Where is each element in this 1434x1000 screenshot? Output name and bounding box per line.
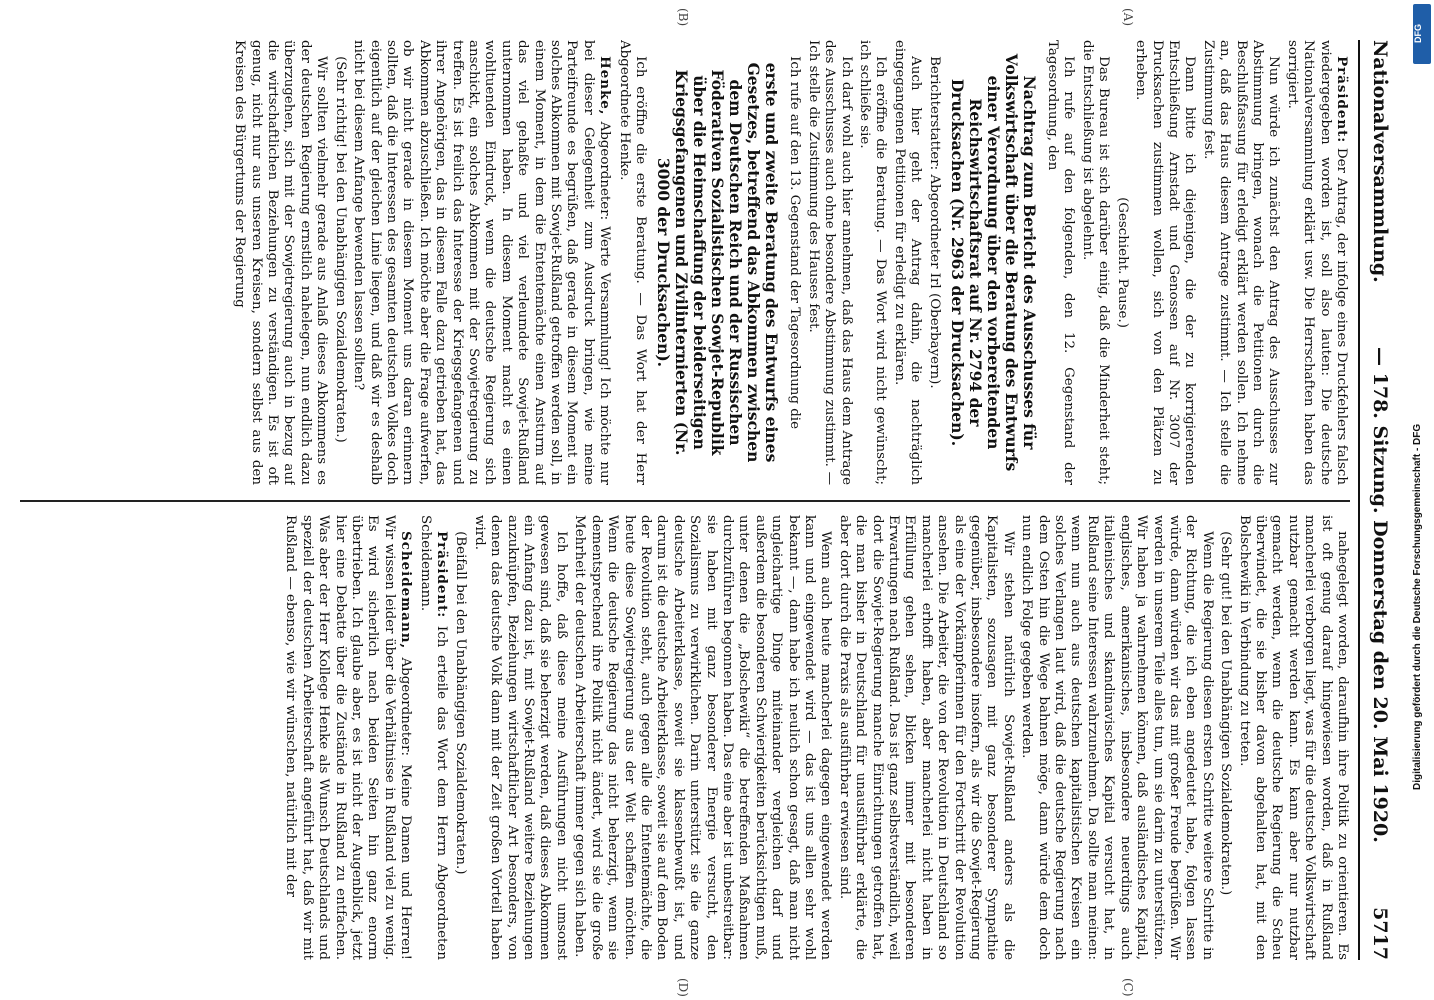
paragraph: [1217, 515, 1233, 960]
page-number: 5717: [1369, 907, 1391, 960]
paragraph-text: (Geschieht. Pause.): [1114, 197, 1130, 328]
paragraph-text: Berichterstatter: Abgeordneter Irl (Oberbayern).: [926, 56, 942, 389]
paragraph: [350, 40, 614, 485]
paragraph-text: Abgeordneter: Werte Versammlung! Ich möchte nur bei dieser Gelegenheit zum Ausdruck bringen, wie meine Parteifreunde es begrüßen, daß gerade in diesem Moment ein solches Abkommen mit Sowjet-Rußland getroffen werden soll, in einem Moment, in dem die Ententemächte einen Ansturm auf das viel gehaßte und viel verleumdete Sowjet-Rußland unternommen haben. In diesem Moment macht es einen wohltuenden Eindruck, wenn die deutsche Regierung sich anschickt, ein solches Abkommen mit der Sowjetregierung zu treffen. Es ist freilich das Interesse der Kriegsgefangenen und ihrer Angehörigen, das in diesem Falle dazu getrieben hat, das Abkommen abzuschließen. Ich möchte aber die Frage aufwerfen, ob wir nicht gerade in diesem Moment uns daran erinnern sollten, daß die Interessen des gesamten deutschen Volkes doch eigentlich auf der gleichen Linie liegen, und daß wir es deshalb nicht bei diesem Anfange bewenden lassen sollten?: [351, 40, 613, 485]
paragraph: [571, 515, 834, 960]
paragraph: [331, 40, 347, 485]
speaker-name: Präsident:: [434, 531, 451, 619]
margin-mark-a: (A): [1121, 8, 1135, 27]
paragraph: [615, 40, 648, 485]
paragraph: [1283, 40, 1350, 485]
agenda-heading: Nachtrag zum Bericht des Ausschusses für Volkswirtschaft über die Beratung des Entwurfs einer Verordnung über den vorbereitenden Reichswirtschaftsrat auf Nr. 2794 der Drucksachen (Nr. 2963 der Drucksachen).: [947, 53, 1039, 472]
paragraph: [856, 40, 889, 485]
dfg-banner: [1410, 0, 1434, 1000]
dfg-banner-text: Digitalisierung gefördert durch die Deutsche Forschungsgemeinschaft - DFG: [1412, 423, 1423, 790]
speaker-name: Scheidemann,: [398, 531, 415, 650]
paragraph-text: Ich rufe auf den folgenden, den 12. Gegenstand der Tagesordnung, den: [1045, 40, 1077, 485]
paragraph: [1044, 40, 1077, 485]
paragraph-text: (Sehr richtig! bei den Unabhängigen Sozialdemokraten.): [332, 56, 348, 443]
paragraph-text: Wir stehen natürlich Sowjet-Rußland anders als die Kapitalisten, sozusagen mit ganz besonderer Sympathie gegenüber, insbesondere insofern, als wir die Sowjet-Regierung als eine der Vorkämpferinnen für den Fortschritt der Revolution ansehen. Die Arbeiter, die von der Revolution in Deutschland so mancherlei erhofft haben, aber mancherlei nicht haben in Erfüllung gehen sehen, blicken immer mit besonderen Erwartungen nach Rußland. Das ist ganz selbstverständlich, weil dort die Sowjet-Regierung manche Einrichtungen getroffen hat, die man bisher in Deutschland für unausführbar erklärte, die aber dort durch die Praxis als ausführbar erwiesen sind.: [836, 515, 1016, 960]
margin-mark-b: (B): [676, 8, 690, 27]
paragraph: [1199, 40, 1281, 485]
paragraph: [925, 40, 941, 485]
paragraph: [890, 40, 923, 485]
speaker-name: Henke,: [597, 56, 614, 116]
paragraph: [470, 515, 568, 960]
paragraph-text: Dann bitte ich diejenigen, die der zu korrigierenden Entschließung Arnstadt und Genossen auf Nr. 3007 der Drucksachen zustimmen wollen, sich von den Plätzen zu erheben.: [1133, 40, 1198, 485]
paragraph-text: (Beifall bei den Unabhängigen Sozialdemokraten.): [453, 531, 469, 875]
paragraph-text: Wenn auch heute mancherlei dagegen eingewendet werden kann und eingewendet wird — das ist uns allen sehr wohl bekannt —, dann habe ich neulich schon gesagt, daß man nicht ungleichartige Dinge miteinander vergleichen darf und außerdem die besonderen Schwierigkeiten berücksichtigen muß, unter denen die „Bolschewiki“ die betreffenden Maßnahmen durchzuführen begonnen haben. Das eine aber ist unbestreitbar: sie haben mit ganz besonderer Energie versucht, den Sozialismus zu verwirklichen. Darin unterstützt sie die ganze deutsche Arbeiterklasse, soweit sie klassenbewußt ist, und darum ist die deutsche Arbeiterklasse, soweit sie auf dem Boden der Revolution steht, auch gegen alle die Ententemächte, die heute diese Sowjetregierung aus der Welt schaffen möchten. Wenn die deutsche Regierung das nicht beherzigt, wenn sie dementsprechend ihre Politik nicht ändert, wird sie die große Mehrheit der deutschen Arbeiterschaft immer gegen sich haben.: [572, 515, 834, 960]
paragraph: [416, 515, 450, 960]
column-divider: [20, 500, 1350, 502]
paragraph: [1235, 515, 1350, 960]
margin-mark-d: (D): [676, 978, 690, 997]
paragraph: [1018, 515, 1215, 960]
paragraph: [835, 515, 1015, 960]
header-center: — 178. Sitzung. Donnerstag den 20. Mai 1920.: [1369, 347, 1391, 843]
paragraph-text: Ich rufe auf den 13. Gegenstand der Tagesordnung die: [787, 56, 803, 430]
paragraph: [786, 40, 802, 485]
paragraph: [804, 40, 853, 485]
dfg-logo: DFG: [1413, 4, 1431, 64]
paragraph-text: Ich eröffne die Beratung. — Das Wort wird nicht gewünscht; ich schließe sie.: [857, 40, 889, 485]
paragraph-text: Abgeordneter: Meine Damen und Herren! Wir wissen leider über die Verhältnisse in Rußland viel zu wenig. Es wird sicherlich nach beiden Seiten hin ganz enorm übertrieben. Ich glaube aber, es ist nicht der Augenblick, jetzt hier eine Debatte über die Zustände in Rußland zu entfachen. Was aber der Herr Kollege Henke als Wunsch Deutschlands und speziell der deutschen Arbeiterschaft angeführt hat, daß wir mit Rußland — ebenso, wie wir wünschen, natürlich mit der: [283, 515, 414, 960]
speaker-name: Präsident:: [1334, 56, 1350, 144]
paragraph-text: Der Antrag, der infolge eines Druckfehlers falsch wiedergegeben worden ist, soll also lauten: Die deutsche Nationalversammlung erklärt usw. Die Herrschaften haben das sorrigiert.: [1284, 40, 1349, 485]
paragraph-text: Ich eröffne die erste Beratung. — Das Wort hat der Herr Abgeordnete Henke.: [616, 40, 649, 485]
paragraph: [1113, 40, 1129, 485]
paragraph: [1132, 40, 1198, 485]
page-header: [1358, 40, 1400, 960]
paragraph-text: Ich hoffe, daß diese meine Ausführungen nicht umsonst gewesen sind, daß sie beherzigt werden, daß dieses Abkommen ein Anfang dazu ist, mit Sowjet-Rußland weitere Beziehungen anzuknüpfen, Beziehungen wirtschaftlicher Art besonders, von denen das deutsche Volk dann mit der Zeit großen Vorteil haben wird.: [471, 515, 569, 960]
paragraph-text: Nun würde ich zunächst den Antrag des Ausschusses zur Abstimmung bringen, wonach die Petitionen durch die Beschlußfassung für erledigt erklärt werden sollen. Ich nehme an, daß das Haus diesem Antrage zustimmt. — Ich stelle die Zustimmung fest.: [1200, 40, 1282, 485]
margin-mark-c: (C): [1121, 978, 1135, 997]
paragraph-text: Das Bureau ist sich darüber einig, daß die Minderheit steht; die Entschließung ist abgelehnt.: [1079, 40, 1112, 485]
agenda-heading: erste und zweite Beratung des Entwurfs eines Gesetzes, betreffend das Abkommen zwischen dem Deutschen Reich und der Russischen Föderativen Sozialistischen Sowjet-Republik über die Heimschaffung der beiderseitigen Kriegsgefangenen und Zivilinternierten (Nr. 3000 der Drucksachen).: [654, 62, 782, 463]
paragraph: [1079, 40, 1112, 485]
paragraph: [282, 515, 414, 960]
left-text-column: [20, 40, 1350, 485]
paragraph: [231, 40, 329, 485]
paragraph-text: Ich darf wohl auch hier annehmen, daß das Haus dem Antrage des Ausschusses auch ohne besondere Abstimmung zustimmt. — Ich stelle die Zustimmung des Hauses fest.: [805, 40, 854, 485]
paragraph-text: Auch hier geht der Antrag dahin, die nachträglich eingegangenen Petitionen für erledigt zu erklären.: [891, 40, 924, 485]
right-text-column: [20, 515, 1350, 960]
paragraph: [452, 515, 468, 960]
paragraph-text: Wir sollten vielmehr gerade aus Anlaß dieses Abkommens es der deutschen Regierung ernstlich nahelegen, nun endlich dazu überzugehen, sich mit der Sowjetregierung auch in bezug auf die wirtschaftlichen Beziehungen zu verständigen. Es ist oft genug, nicht nur aus unseren Kreisen, sondern selbst aus den Kreisen des Bürgertums der Regierung: [232, 40, 330, 485]
paragraph-text: Wenn die Regierung diesen ersten Schritte weitere Schritte in der Richtung, die ich eben angedeutet habe, folgen lassen würde, dann würden wir das mit großer Freude begrüßen. Wir werden in unserem Teile alles tun, um sie darin zu unterstützen. Wir haben ja wahrnehmen können, daß ausländisches Kapital, englisches, amerikanisches, insbesondere neuerdings auch italienisches und skandinavisches Kapital versucht hat, in Rußland seine Interessen wahrzunehmen. Da sollte man meinen: wenn nun auch aus deutschen kapitalistischen Kreisen ein solches Verlangen laut wird, daß die deutsche Regierung nach dem Osten hin die Wege bahnen möge, dann würde dem doch nun endlich Folge gegeben werden.: [1019, 515, 1215, 960]
paragraph-text: nahegelegt worden, daraufhin ihre Politik zu orientieren. Es ist oft genug darauf hingewiesen worden, daß in Rußland mancherlei verborgen liegt, was für die deutsche Volkswirtschaft nutzbar gemacht werden kann. Es kann aber nur nutzbar gemacht werden, wenn die deutsche Regierung die Scheu überwindet, die sie bisher davon abgehalten hat, mit den Bolschewiki in Verbindung zu treten.: [1236, 515, 1350, 960]
paragraph-text: (Sehr gut! bei den Unabhängigen Sozialdemokraten.): [1218, 531, 1234, 896]
paragraph-text: Ich erteile das Wort dem Herrn Abgeordneten Scheidemann.: [417, 515, 450, 960]
header-left: Nationalversammlung.: [1369, 40, 1391, 283]
